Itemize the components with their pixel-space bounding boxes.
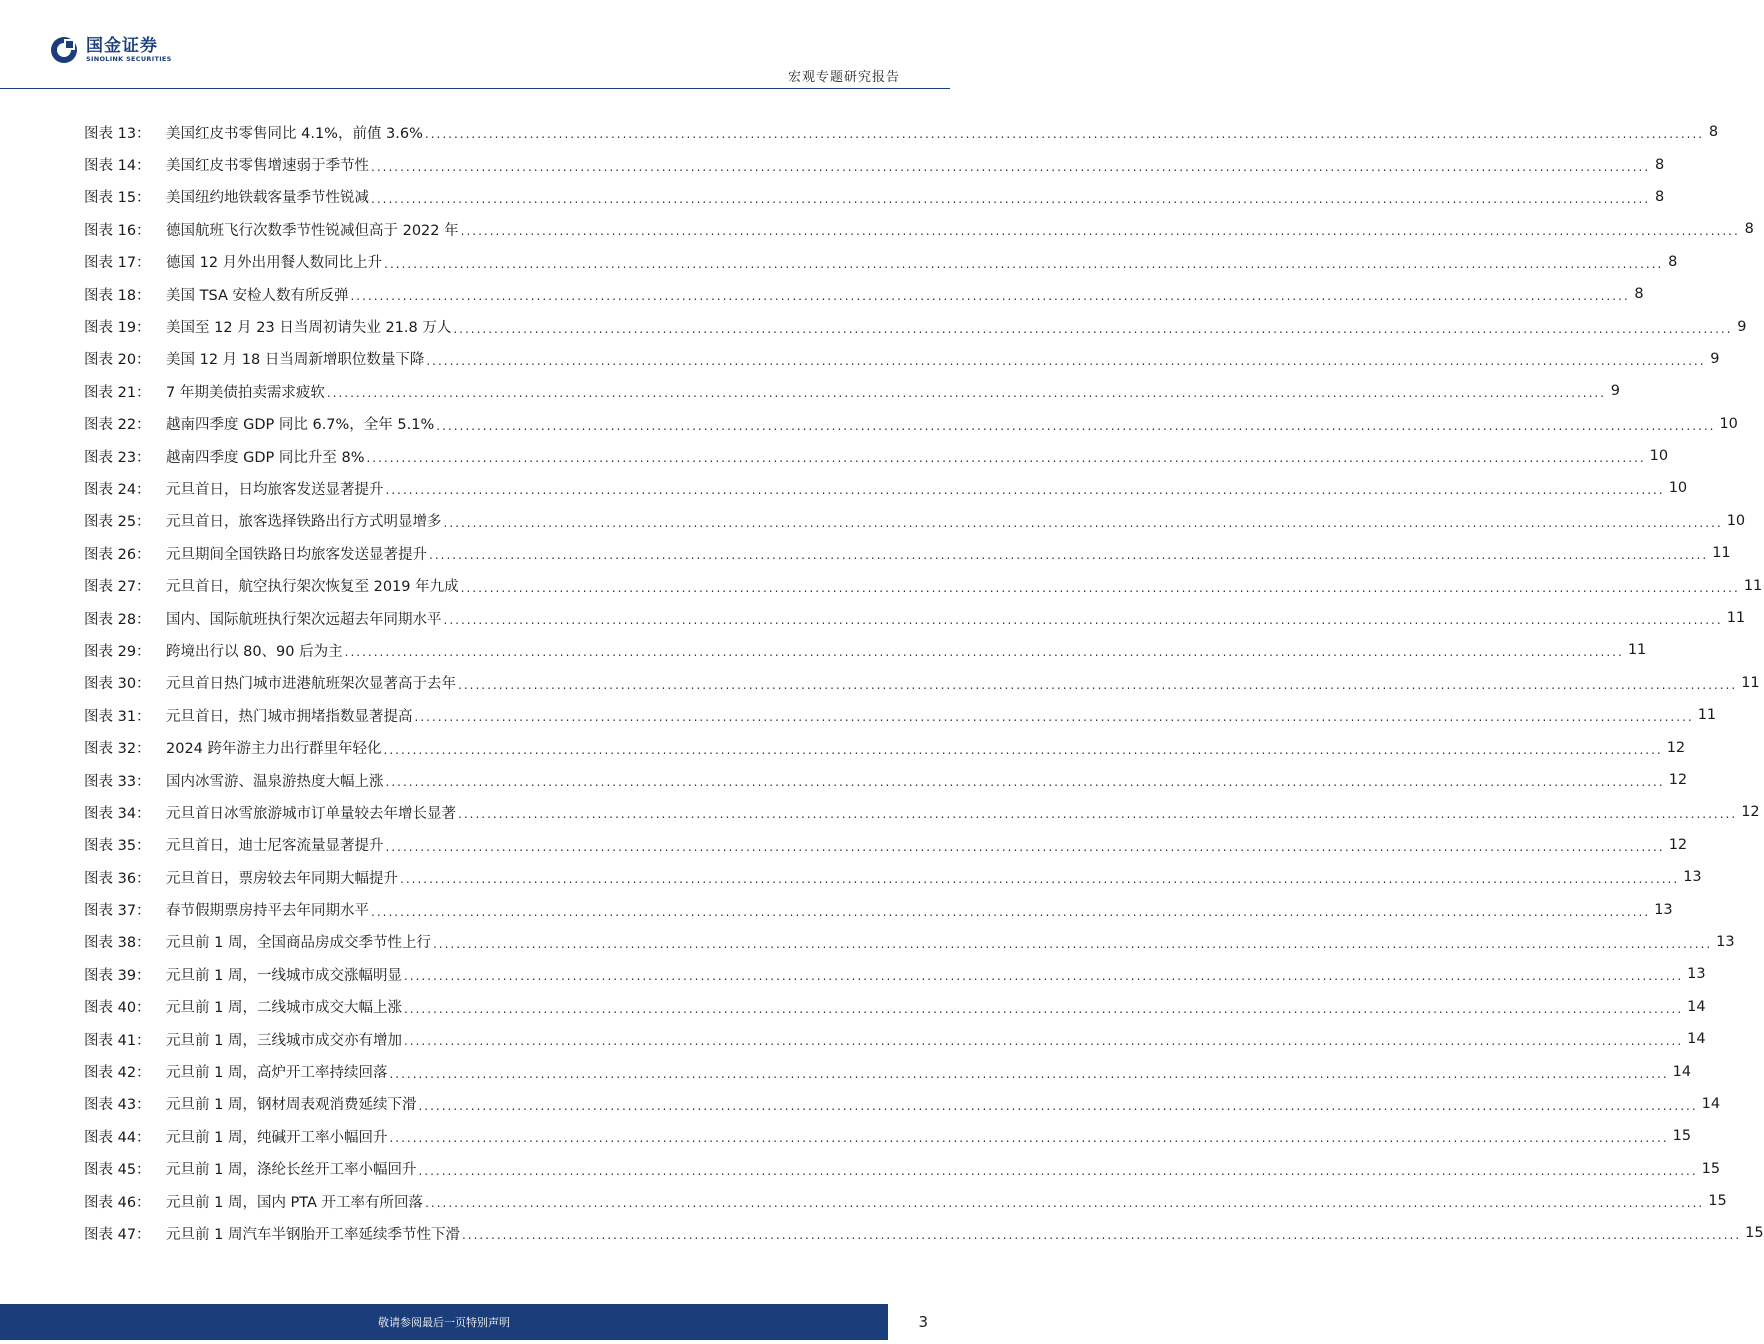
toc-entry-title: 越南四季度 GDP 同比升至 8%: [166, 449, 365, 466]
toc-entry-label: 图表 15：: [84, 190, 151, 207]
toc-entry[interactable]: [84, 1185, 1727, 1217]
toc-entry-label: 图表 36：: [84, 870, 151, 887]
toc-leader-dots: ............................................................................................................................................................................................................................: [384, 256, 1664, 271]
toc-entry[interactable]: [84, 213, 1754, 245]
footer-bar: [0, 1304, 888, 1340]
brand-logo: [50, 36, 172, 64]
toc-entry-title: 7 年期美债拍卖需求疲软: [166, 384, 325, 401]
toc-entry-title: 元旦前 1 周，钢材周表观消费延续下滑: [166, 1097, 417, 1114]
toc-entry-title: 跨境出行以 80、90 后为主: [166, 643, 343, 660]
toc-entry-page: 8: [1654, 156, 1665, 173]
toc-entry-title: 元旦首日，热门城市拥堵指数显著提高: [166, 708, 413, 725]
toc-leader-dots: ............................................................................................................................................................................................................................: [443, 613, 1723, 628]
toc-entry[interactable]: [84, 634, 1647, 666]
toc-entry-label: 图表 30：: [84, 676, 151, 693]
toc-entry-page: 12: [1666, 739, 1686, 756]
toc-entry[interactable]: [84, 181, 1665, 213]
toc-entry[interactable]: [84, 343, 1720, 375]
figure-list: [84, 116, 1764, 1250]
toc-entry-page: 15: [1672, 1128, 1692, 1145]
toc-entry-label: 图表 45：: [84, 1162, 151, 1179]
brand-name-cn: 国金证券: [86, 35, 158, 56]
toc-entry-label: 图表 13：: [84, 125, 151, 142]
toc-entry-page: 9: [1737, 318, 1747, 335]
toc-entry[interactable]: [84, 796, 1760, 828]
header-divider: [0, 88, 950, 89]
toc-entry[interactable]: [84, 537, 1731, 569]
toc-entry-page: 14: [1701, 1095, 1721, 1112]
toc-entry-page: 15: [1701, 1160, 1721, 1177]
toc-entry-title: 2024 跨年游主力出行群里年轻化: [166, 741, 382, 758]
page-header: [0, 0, 950, 90]
toc-entry[interactable]: [84, 1153, 1721, 1185]
toc-entry-title: 美国红皮书零售同比 4.1%，前值 3.6%: [166, 125, 423, 142]
toc-leader-dots: ............................................................................................................................................................................................................................: [385, 839, 1665, 854]
toc-entry-title: 元旦首日热门城市进港航班架次显著高于去年: [166, 676, 456, 693]
toc-entry[interactable]: [84, 1023, 1706, 1055]
toc-leader-dots: ............................................................................................................................................................................................................................: [461, 1228, 1742, 1243]
toc-entry-title: 元旦前 1 周，全国商品房成交季节性上行: [166, 935, 431, 952]
toc-leader-dots: ............................................................................................................................................................................................................................: [385, 775, 1665, 789]
toc-entry-label: 图表 19：: [84, 320, 151, 337]
toc-leader-dots: ............................................................................................................................................................................................................................: [458, 677, 1738, 692]
toc-entry-label: 图表 33：: [84, 773, 151, 790]
toc-entry-label: 图表 23：: [84, 449, 151, 466]
toc-entry-title: 美国 TSA 安检人数有所反弹: [166, 287, 349, 304]
toc-entry-page: 10: [1726, 512, 1746, 529]
toc-entry-title: 元旦前 1 周汽车半钢胎开工率延续季节性下滑: [166, 1226, 460, 1243]
toc-leader-dots: ............................................................................................................................................................................................................................: [371, 904, 1651, 919]
toc-leader-dots: ............................................................................................................................................................................................................................: [436, 418, 1716, 433]
toc-entry[interactable]: [84, 958, 1706, 990]
toc-entry-page: 10: [1668, 480, 1688, 497]
toc-entry-label: 图表 25：: [84, 514, 151, 531]
toc-entry-title: 美国至 12 月 23 日当周初请失业 21.8 万人: [166, 320, 452, 337]
toc-entry[interactable]: [84, 375, 1621, 407]
toc-entry[interactable]: [84, 408, 1738, 440]
toc-entry[interactable]: [84, 472, 1688, 504]
toc-entry-title: 元旦前 1 周，纯碱开工率小幅回升: [166, 1129, 388, 1146]
toc-leader-dots: ............................................................................................................................................................................................................................: [403, 1034, 1684, 1049]
toc-entry-label: 图表 41：: [84, 1032, 151, 1049]
toc-entry-page: 8: [1708, 124, 1719, 141]
toc-entry-label: 图表 40：: [84, 1000, 151, 1017]
toc-leader-dots: ............................................................................................................................................................................................................................: [385, 483, 1665, 498]
toc-entry-label: 图表 28：: [84, 611, 151, 628]
toc-entry-title: 元旦首日冰雪旅游城市订单量较去年增长显著: [166, 805, 456, 822]
toc-entry[interactable]: [84, 667, 1760, 699]
toc-leader-dots: ............................................................................................................................................................................................................................: [426, 353, 1706, 368]
toc-entry-label: 图表 34：: [84, 805, 151, 822]
toc-entry[interactable]: [84, 926, 1735, 958]
toc-entry-page: 8: [1668, 253, 1678, 270]
toc-leader-dots: ............................................................................................................................................................................................................................: [371, 159, 1651, 174]
toc-entry-label: 图表 18：: [84, 287, 151, 304]
toc-leader-dots: ............................................................................................................................................................................................................................: [425, 1196, 1705, 1211]
toc-entry-label: 图表 35：: [84, 838, 151, 855]
toc-entry-label: 图表 17：: [84, 255, 151, 272]
toc-entry-label: 图表 43：: [84, 1097, 151, 1114]
sinolink-logo-icon: [50, 36, 78, 64]
toc-entry[interactable]: [84, 148, 1665, 180]
toc-leader-dots: ............................................................................................................................................................................................................................: [460, 224, 1740, 239]
toc-leader-dots: ............................................................................................................................................................................................................................: [418, 1098, 1698, 1113]
toc-entry-page: 15: [1708, 1193, 1727, 1210]
toc-entry-page: 12: [1668, 836, 1688, 853]
toc-entry-label: 图表 24：: [84, 481, 151, 498]
toc-entry-label: 图表 16：: [84, 222, 151, 239]
toc-entry[interactable]: [84, 731, 1686, 763]
toc-entry-title: 元旦首日，航空执行架次恢复至 2019 年九成: [166, 579, 459, 596]
toc-leader-dots: ............................................................................................................................................................................................................................: [458, 807, 1738, 822]
toc-leader-dots: ............................................................................................................................................................................................................................: [414, 710, 1694, 725]
toc-leader-dots: ............................................................................................................................................................................................................................: [460, 580, 1740, 595]
toc-entry-title: 元旦前 1 周，三线城市成交亦有增加: [166, 1032, 402, 1049]
toc-entry-page: 13: [1716, 933, 1735, 950]
toc-entry-title: 元旦首日，日均旅客发送显著提升: [166, 481, 384, 498]
toc-entry-title: 美国纽约地铁载客量季节性锐减: [166, 190, 369, 207]
toc-entry-page: 14: [1687, 998, 1706, 1015]
toc-entry-title: 元旦前 1 周，二线城市成交大幅上涨: [166, 1000, 402, 1017]
toc-entry-page: 12: [1741, 804, 1760, 821]
toc-leader-dots: ............................................................................................................................................................................................................................: [432, 936, 1713, 951]
toc-entry[interactable]: [84, 569, 1763, 601]
toc-entry-title: 德国 12 月外出用餐人数同比上升: [166, 255, 383, 272]
toc-entry[interactable]: [84, 861, 1702, 893]
toc-entry-title: 元旦前 1 周，一线城市成交涨幅明显: [166, 967, 402, 984]
toc-entry-page: 10: [1719, 415, 1738, 432]
toc-entry-label: 图表 27：: [84, 579, 151, 596]
toc-entry-title: 德国航班飞行次数季节性锐减但高于 2022 年: [166, 222, 459, 239]
toc-entry-title: 元旦首日，旅客选择铁路出行方式明显增多: [166, 514, 442, 531]
toc-entry-label: 图表 37：: [84, 903, 151, 920]
toc-entry-page: 13: [1654, 901, 1673, 918]
toc-entry-page: 15: [1745, 1225, 1764, 1242]
toc-entry-page: 9: [1710, 350, 1720, 367]
toc-entry-page: 11: [1726, 610, 1746, 627]
toc-entry-title: 国内冰雪游、温泉游热度大幅上涨: [166, 773, 384, 790]
brand-name-en: SINOLINK SECURITIES: [86, 54, 172, 63]
toc-leader-dots: ............................................................................................................................................................................................................................: [389, 1066, 1669, 1081]
toc-leader-dots: ............................................................................................................................................................................................................................: [366, 451, 1646, 466]
toc-entry-page: 8: [1654, 188, 1665, 205]
toc-entry[interactable]: [84, 1217, 1764, 1249]
toc-entry-page: 11: [1712, 545, 1731, 562]
toc-entry-label: 图表 14：: [84, 158, 151, 175]
toc-entry-title: 春节假期票房持平去年同期水平: [166, 903, 369, 920]
toc-entry[interactable]: [84, 602, 1746, 634]
report-type: 宏观专题研究报告: [787, 70, 900, 85]
toc-entry[interactable]: [84, 893, 1673, 925]
page-number: 3: [918, 1313, 928, 1331]
toc-entry-page: 11: [1743, 577, 1763, 594]
toc-entry-page: 14: [1672, 1063, 1692, 1080]
toc-entry[interactable]: [84, 699, 1717, 731]
toc-leader-dots: ............................................................................................................................................................................................................................: [371, 191, 1651, 206]
footer-disclaimer: 敬请参阅最后一页特别声明: [378, 1316, 510, 1329]
toc-leader-dots: ............................................................................................................................................................................................................................: [443, 515, 1723, 530]
toc-leader-dots: ............................................................................................................................................................................................................................: [350, 289, 1630, 304]
toc-entry-page: 9: [1610, 383, 1621, 400]
toc-entry-title: 元旦前 1 周，高炉开工率持续回落: [166, 1065, 388, 1082]
toc-entry-page: 11: [1741, 674, 1760, 691]
toc-entry-title: 美国红皮书零售增速弱于季节性: [166, 158, 369, 175]
toc-entry-label: 图表 42：: [84, 1065, 151, 1082]
toc-entry-page: 14: [1687, 1031, 1706, 1048]
toc-entry[interactable]: [84, 829, 1688, 861]
toc-entry-label: 图表 47：: [84, 1226, 151, 1243]
toc-leader-dots: ............................................................................................................................................................................................................................: [403, 1001, 1684, 1016]
toc-entry[interactable]: [84, 991, 1706, 1023]
toc-entry-label: 图表 21：: [84, 384, 151, 401]
toc-leader-dots: ............................................................................................................................................................................................................................: [383, 742, 1663, 757]
toc-entry-title: 元旦前 1 周，涤纶长丝开工率小幅回升: [166, 1162, 417, 1179]
toc-entry-page: 11: [1697, 707, 1717, 724]
toc-entry-title: 元旦前 1 周，国内 PTA 开工率有所回落: [166, 1194, 424, 1211]
toc-entry[interactable]: [84, 278, 1644, 310]
toc-entry-label: 图表 38：: [84, 935, 151, 952]
toc-entry-page: 8: [1744, 221, 1754, 238]
toc-entry[interactable]: [84, 1120, 1692, 1152]
toc-entry-label: 图表 29：: [84, 643, 151, 660]
toc-entry[interactable]: [84, 764, 1688, 796]
toc-entry-page: 11: [1627, 642, 1647, 659]
toc-entry-page: 13: [1683, 869, 1702, 886]
toc-entry-label: 图表 20：: [84, 352, 151, 369]
toc-entry-title: 元旦期间全国铁路日均旅客发送显著提升: [166, 546, 427, 563]
toc-leader-dots: ............................................................................................................................................................................................................................: [326, 386, 1607, 401]
toc-leader-dots: ............................................................................................................................................................................................................................: [344, 645, 1624, 660]
toc-entry-label: 图表 32：: [84, 741, 151, 758]
toc-leader-dots: ............................................................................................................................................................................................................................: [453, 321, 1733, 336]
toc-entry-label: 图表 39：: [84, 967, 151, 984]
toc-entry[interactable]: [84, 246, 1678, 278]
toc-entry[interactable]: [84, 440, 1669, 472]
toc-leader-dots: ............................................................................................................................................................................................................................: [400, 872, 1680, 887]
toc-entry[interactable]: [84, 116, 1719, 148]
toc-entry-title: 美国 12 月 18 日当周新增职位数量下降: [166, 352, 425, 369]
toc-leader-dots: ............................................................................................................................................................................................................................: [424, 127, 1705, 142]
toc-entry-title: 元旦首日，迪士尼客流量显著提升: [166, 838, 384, 855]
toc-entry[interactable]: [84, 1055, 1692, 1087]
toc-entry[interactable]: [84, 505, 1746, 537]
toc-leader-dots: ............................................................................................................................................................................................................................: [429, 548, 1709, 563]
toc-entry[interactable]: [84, 1088, 1721, 1120]
toc-entry-label: 图表 44：: [84, 1129, 151, 1146]
toc-entry-title: 越南四季度 GDP 同比 6.7%，全年 5.1%: [166, 417, 435, 434]
toc-leader-dots: ............................................................................................................................................................................................................................: [418, 1163, 1698, 1178]
toc-entry-label: 图表 26：: [84, 546, 151, 563]
toc-entry-page: 10: [1649, 448, 1669, 465]
toc-entry-title: 国内、国际航班执行架次远超去年同期水平: [166, 611, 442, 628]
toc-entry-label: 图表 31：: [84, 708, 151, 725]
toc-entry-page: 12: [1668, 772, 1688, 788]
toc-entry-page: 13: [1687, 966, 1706, 983]
toc-entry[interactable]: [84, 310, 1747, 342]
toc-leader-dots: ............................................................................................................................................................................................................................: [389, 1131, 1669, 1146]
toc-entry-title: 元旦首日，票房较去年同期大幅提升: [166, 870, 398, 887]
toc-entry-label: 图表 22：: [84, 417, 151, 434]
toc-entry-page: 8: [1634, 286, 1644, 303]
toc-leader-dots: ............................................................................................................................................................................................................................: [403, 969, 1684, 984]
toc-entry-label: 图表 46：: [84, 1194, 151, 1211]
